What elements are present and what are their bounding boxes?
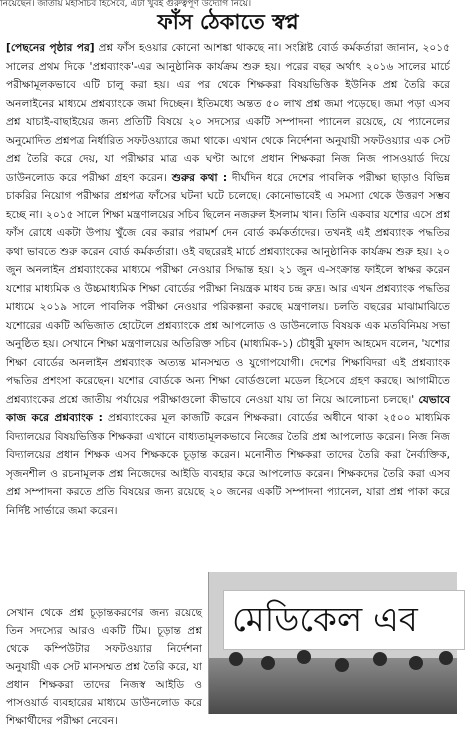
photo-person — [439, 651, 453, 665]
photo-person — [297, 650, 311, 664]
subheading-beginning: শুরুর কথা : — [171, 171, 228, 184]
continued-from-label: [পেছনের পৃষ্ঠার পর] — [6, 42, 95, 54]
previous-article-strip: নিয়েছেন। জাতীয় মহাসচিব হিসেবে, এটা খুবই গুরুত্বপূর্ণ উদ্যোগ নিয়ে। — [0, 0, 252, 9]
photo-banner-text: মেডিকেল এব — [232, 600, 418, 640]
photo-person — [409, 656, 423, 670]
article-photo — [208, 572, 457, 714]
paragraph-intro-text: প্রশ্ন ফাঁস হওয়ার কোনো আশঙ্কা থাকছে না। সংশ্লিষ্ট বোর্ড কর্মকর্তারা জানান, ২০১৫ সালের প্রথম দিকে 'প্রশ্নব্যাংক'-এর আনুষ্ঠানিক কার্যক্রম শুরু হয়। পরের বছর অর্থাৎ ২০১৬ সালের মার্চে পরীক্ষামূলকভাবে এটি চালু করা হয়। এর পর থেকে শিক্ষকরা বিষয়ভিত্তিক ইউনিক প্রশ্ন তৈরি করে অনলাইনের মাধ্যমে প্রশ্নব্যাংকে জমা দিচ্ছেন। ইতিমধ্যে অন্তত ৫০ লাখ প্রশ্ন জমা পড়েছে। জমা পড়া এসব প্রশ্ন যাচাই-বাছাইয়ের জন্য প্রতিটি বিষয়ে ২০ সদস্যের একটি সম্পাদনা প্যানেল রয়েছে, যে প্যানেলের অনুমোদিত প্রশ্নপত্র নির্ধারিত সফটওয়্যারে জমা থাকে। এখান থেকে নির্দেশনা অনুযায়ী সফটওয়্যার এক সেট প্রশ্ন তৈরি করে দেয়, যা পরীক্ষার মাত্র এক ঘণ্টা আগে প্রধান শিক্ষকরা নিজ নিজ পাসওয়ার্ড দিয়ে ডাউনলোড করে পরীক্ষা গ্রহণ করেন। — [6, 42, 450, 184]
photo-person — [335, 658, 349, 672]
paragraph-intro — [6, 39, 450, 520]
subheading-how-it-works: যেভাবে কাজ করে প্রশ্নব্যাংক : — [6, 393, 450, 424]
paragraph-how-it-works-text: প্রশ্নব্যাংকের মূল কাজটি করেন শিক্ষকরা। বোর্ডের অধীনে থাকা ২৫০০ মাধ্যমিক বিদ্যালয়ের বিষয়ভিত্তিক শিক্ষকরা এখানে বাধ্যতামূলকভাবে নিজের তৈরি প্রশ্ন আপলোড করেন। নিজ নিজ বিদ্যালয়ের প্রধান শিক্ষক এসব শিক্ষককে চূড়ান্ত করেন। মনোনীত শিক্ষকরা তাদের তৈরি করা নৈর্ব্যক্তিক, সৃজনশীল ও রচনামূলক প্রশ্ন নিজেদের আইডি ব্যবহার করে আপলোড করেন। শিক্ষকদের তৈরি করা এসব প্রশ্ন সম্পাদনা করতে প্রতি বিষয়ের জন্য রয়েছে ২০ জনের একটি সম্পাদনা প্যানেল, যারা প্রশ্ন পাকা করে নির্দিষ্ট সার্ভারে জমা করেন। — [6, 412, 450, 517]
photo-person — [229, 652, 243, 666]
photo-person — [373, 652, 387, 666]
photo-person — [261, 656, 275, 670]
photo-banner — [223, 590, 465, 650]
article-headline: ফাঁস ঠেকাতে স্বপ্ন — [157, 10, 299, 34]
paragraph-beginning-text: দীর্ঘদিন ধরে দেশের পাবলিক পরীক্ষা ছাড়াও বিভিন্ন চাকরির নিয়োগ পরীক্ষার প্রশ্নপত্র ফাঁসের ঘটনা ঘটে চলেছে। কোনোভাবেই এ সমস্যা থেকে উত্তরণ সম্ভব হচ্ছে না। ২০১৫ সালে শিক্ষা মন্ত্রণালয়ের সচিব ছিলেন নজরুল ইসলাম খান। তিনি একবার যশোর এসে প্রশ্ন ফাঁস রোধে একটা উপায় খুঁজে বের করার পরামর্শ দেন বোর্ড কর্মকর্তাদের। তখনই এই প্রশ্নব্যাংক পদ্ধতির কথা ভাবতে শুরু করেন বোর্ড কর্মকর্তারা। ওই বছরেরই মার্চে প্রশ্নব্যাংকের আনুষ্ঠানিক কার্যক্রম শুরু হয়। ২০ জুন অনলাইন প্রশ্নব্যাংকের মাধ্যমে পরীক্ষা নেওয়ার সিদ্ধান্ত হয়। ২১ জুন এ-সংক্রান্ত ফাইলে স্বাক্ষর করেন যশোর মাধ্যমিক ও উচ্চমাধ্যমিক শিক্ষা বোর্ডের পরীক্ষা নিয়ন্ত্রক মাধব চন্দ্র রুদ্র। আর এখন প্রশ্নব্যাংক পদ্ধতির মাধ্যমে ২০১৯ সালে পাবলিক পরীক্ষা নেওয়ার পরিকল্পনা করছে মন্ত্রণালয়। চলতি বছরের মাঝামাঝিতে যশোরের একটি অভিজাত হোটেলে প্রশ্নব্যাংকে প্রশ্ন আপলোড ও ডাউনলোড বিষয়ক এক মতবিনিময় সভা অনুষ্ঠিত হয়। সেখানে শিক্ষা মন্ত্রণালয়ের অতিরিক্ত সচিব (মাধ্যমিক-১) চৌধুরী মুফাদ আহমেদ বলেন, 'যশোর শিক্ষা বোর্ডের অনলাইন প্রশ্নব্যাংক অত্যন্ত মানসম্মত ও যুগোপযোগী। দেশের শিক্ষাবিদরা এই প্রশ্নব্যাংক পদ্ধতির প্রশংসা করেছেন। যশোর বোর্ডকে অন্য শিক্ষা বোর্ডগুলো মডেল হিসেবে গ্রহণ করছে। আগামীতে প্রশ্নব্যাংকের প্রশ্নে জাতীয় পর্যায়ের পরীক্ষাগুলো কীভাবে নেওয়া যায় তা নিয়ে আলোচনা চলছে।' — [6, 171, 450, 406]
article-body — [6, 39, 450, 604]
paragraph-final: সেখান থেকে প্রশ্ন চূড়ান্তকরণের জন্য রয়েছে তিন সদস্যের আরও একটি টিম। চূড়ান্ত প্রশ্ন থেকে কম্পিউটার সফটওয়্যার নির্দেশনা অনুযায়ী এক সেট মানসম্মত প্রশ্ন তৈরি করে, যা প্রধান শিক্ষকরা তাদের নিজস্ব আইডি ও পাসওয়ার্ড ব্যবহারের মাধ্যমে ডাউনলোড করে শিক্ষার্থীদের পরীক্ষা নেবেন। — [6, 607, 202, 727]
